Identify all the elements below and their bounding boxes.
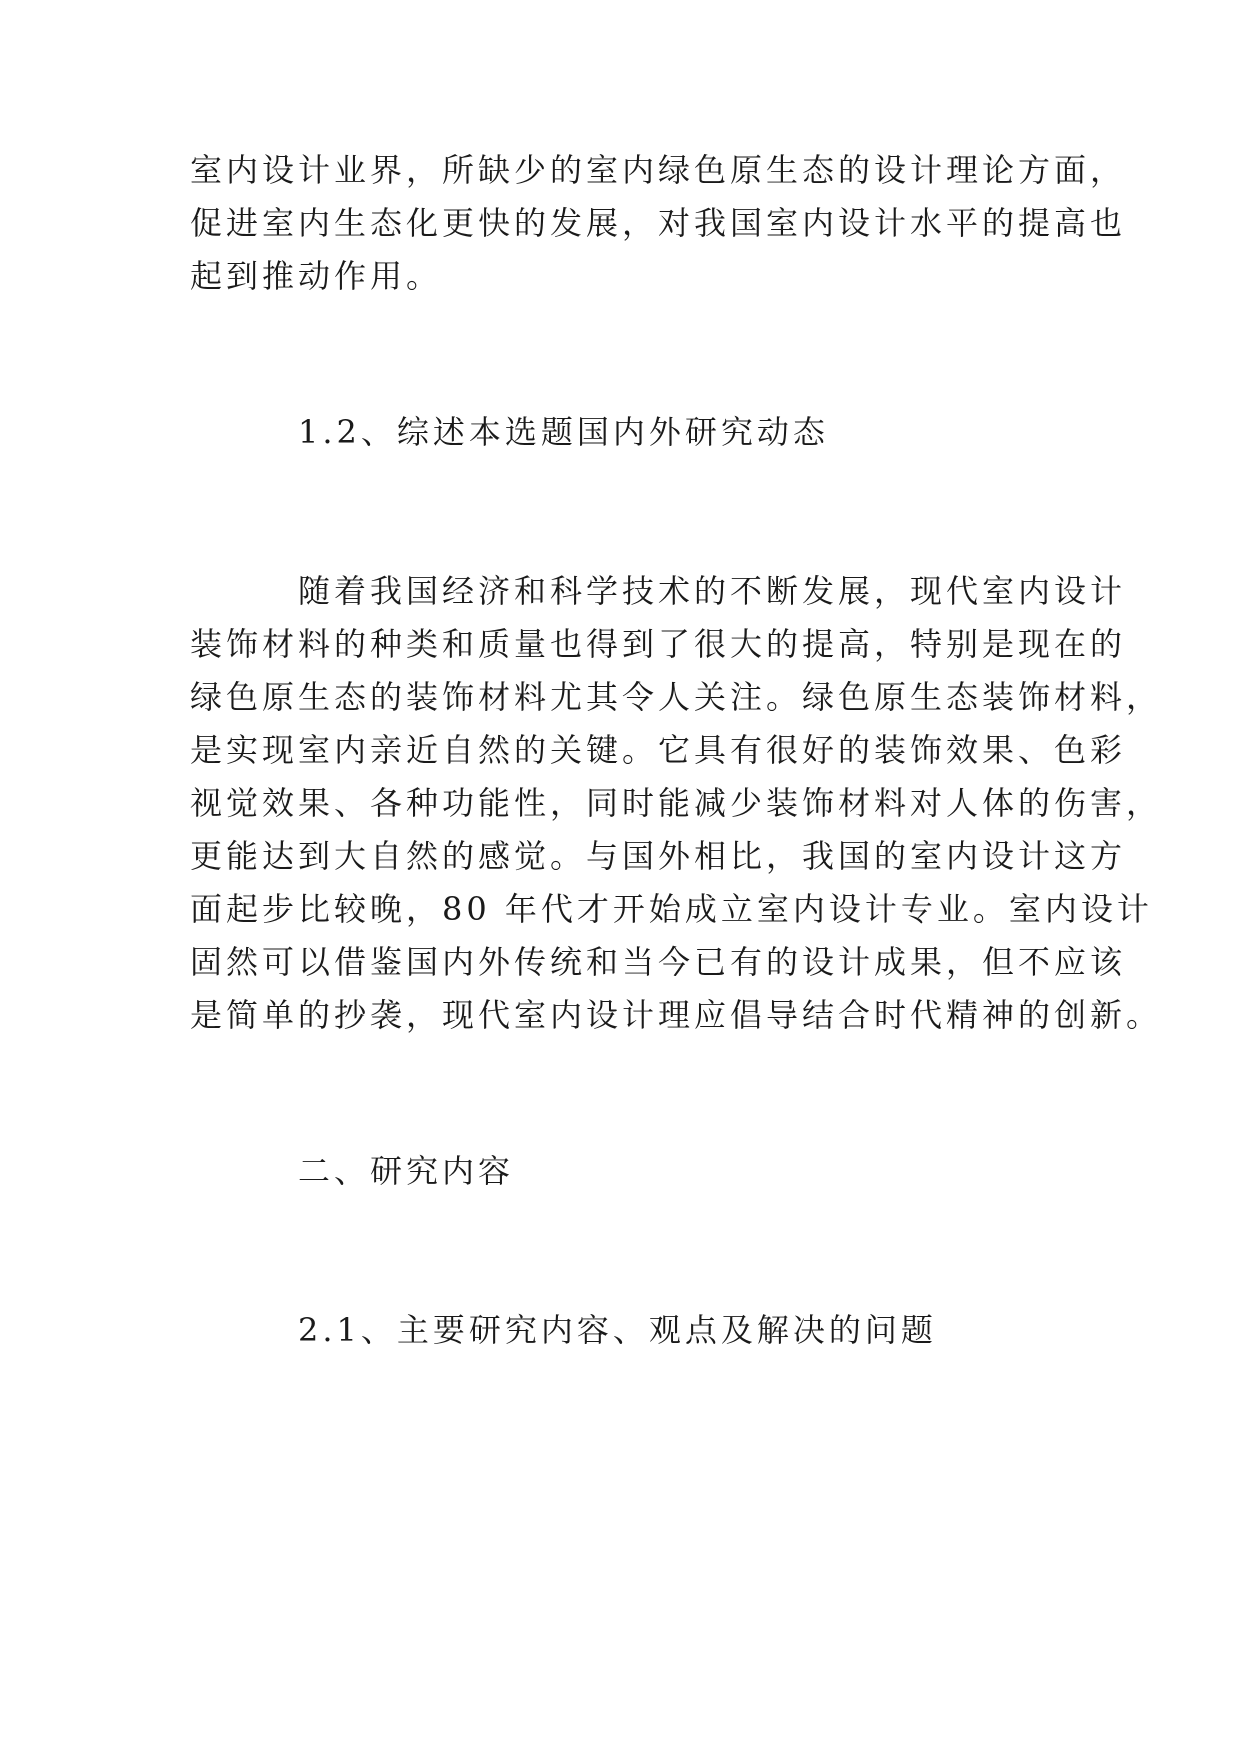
heading-2-1: 2.1、主要研究内容、观点及解决的问题: [298, 1311, 937, 1349]
paragraph1-line-3: 起到推动作用。: [190, 257, 443, 295]
paragraph2-line-5: 视觉效果、各种功能性，同时能减少装饰材料对人体的伤害，: [190, 784, 1163, 822]
paragraph1-line-2: 促进室内生态化更快的发展，对我国室内设计水平的提高也: [190, 204, 1127, 242]
heading-1-2: 1.2、综述本选题国内外研究动态: [298, 413, 829, 451]
paragraph2-line-8: 固然可以借鉴国内外传统和当今已有的设计成果，但不应该: [190, 943, 1127, 981]
paragraph2-line-9: 是简单的抄袭，现代室内设计理应倡导结合时代精神的创新。: [190, 996, 1163, 1034]
paragraph2-line-3: 绿色原生态的装饰材料尤其令人关注。绿色原生态装饰材料，: [190, 678, 1163, 716]
paragraph2-line-4: 是实现室内亲近自然的关键。它具有很好的装饰效果、色彩: [190, 731, 1127, 769]
paragraph2-line-2: 装饰材料的种类和质量也得到了很大的提高，特别是现在的: [190, 625, 1127, 663]
paragraph2-line-6: 更能达到大自然的感觉。与国外相比，我国的室内设计这方: [190, 837, 1127, 875]
heading-section-2: 二、研究内容: [298, 1152, 515, 1190]
paragraph1-line-1: 室内设计业界，所缺少的室内绿色原生态的设计理论方面，: [190, 151, 1127, 189]
paragraph2-line-7: 面起步比较晚，80 年代才开始成立室内设计专业。室内设计: [190, 890, 1153, 928]
paragraph2-line-1: 随着我国经济和科学技术的不断发展，现代室内设计: [298, 572, 1127, 610]
